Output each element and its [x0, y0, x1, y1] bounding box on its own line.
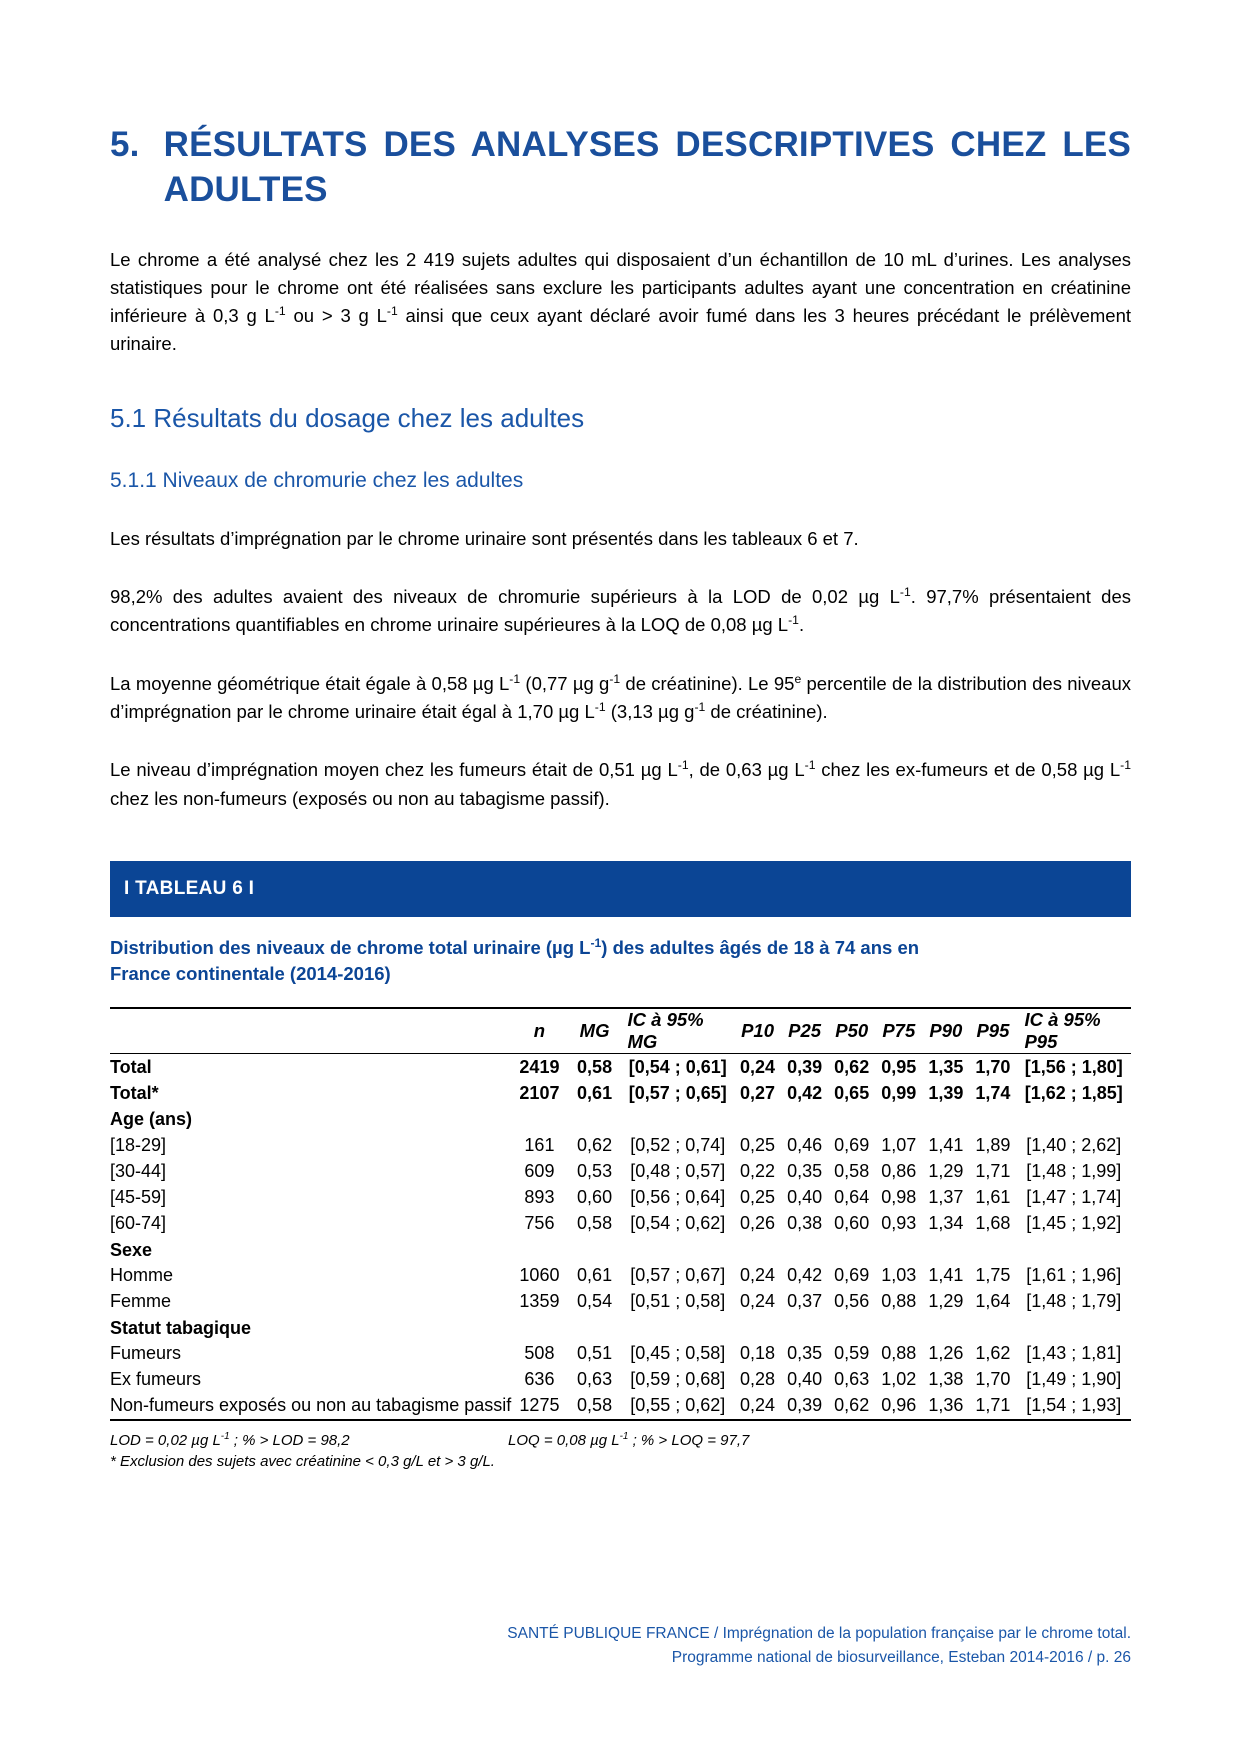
footnote-exclusion: * Exclusion des sujets avec créatinine < 0,3 g/L et > 3 g/L. — [110, 1453, 495, 1471]
table-cell-p25: 0,40 — [787, 1187, 823, 1208]
table-cell-p75: 0,88 — [881, 1343, 917, 1364]
page-title — [110, 0, 1131, 213]
table-cell-ci-p95: [1,40 ; 2,62] — [1026, 1134, 1122, 1155]
table-cell-p25: 0,37 — [787, 1291, 823, 1312]
table-cell-ci-mg: [0,51 ; 0,58] — [630, 1291, 726, 1312]
table-cell-n: 1060 — [519, 1265, 560, 1286]
table-cell-mg: 0,58 — [577, 1395, 613, 1416]
table-header-mg: MG — [579, 1020, 610, 1042]
section-heading-5-1: 5.1 Résultats du dosage chez les adultes — [110, 402, 585, 433]
paragraph-smokers: Le niveau d’imprégnation moyen chez les fumeurs était de 0,51 µg $L^{-1}$, de 0,63 µg $L^{-1}$ chez les ex-fumeurs et de 0,58 µg $L^{-1}$ chez les non-fumeurs (exposés ou non au tabagisme passif). — [110, 758, 1131, 809]
table-cell-p50: 0,62 — [834, 1395, 870, 1416]
table-cell-ci-p95: [1,49 ; 1,90] — [1026, 1369, 1122, 1390]
table-header-p95: P95 — [976, 1020, 1010, 1042]
table-cell-p90: 1,34 — [928, 1213, 964, 1234]
table-group-row — [110, 1315, 1131, 1341]
table-row-label: Total* — [110, 1082, 159, 1103]
table-cell-p75: 0,98 — [881, 1187, 917, 1208]
table-cell-p90: 1,35 — [928, 1056, 964, 1077]
footnote-loq: LOQ = 0,08 µg $L^{-1}$ ; % > LOQ = 97,7 — [508, 1430, 750, 1449]
table-row — [110, 1080, 1131, 1106]
table-cell-p90: 1,29 — [928, 1160, 964, 1181]
section-heading-5-1-1: 5.1.1 Niveaux de chromurie chez les adultes — [110, 468, 524, 492]
table-header-label — [110, 1008, 511, 1054]
table-cell-p95: 1,62 — [975, 1343, 1011, 1364]
table-banner — [110, 861, 1131, 917]
table-cell-p50: 0,69 — [834, 1265, 870, 1286]
table-row — [110, 1263, 1131, 1289]
table-group-row — [110, 1237, 1131, 1263]
table-header-p75: P75 — [882, 1020, 916, 1042]
table-row-label: [60-74] — [110, 1213, 167, 1234]
table-row-label: Ex fumeurs — [110, 1369, 202, 1390]
table-cell-ci-p95: [1,43 ; 1,81] — [1026, 1343, 1122, 1364]
table-cell-p75: 0,96 — [881, 1395, 917, 1416]
table-cell-p25: 0,39 — [787, 1395, 823, 1416]
table-cell-p50: 0,69 — [834, 1134, 870, 1155]
table-group-label: Age (ans) — [110, 1109, 193, 1130]
table-cell-p10: 0,24 — [740, 1395, 776, 1416]
table-row — [110, 1393, 1131, 1420]
table-header-p10: P10 — [741, 1020, 774, 1042]
table-header-p90: P90 — [929, 1020, 963, 1042]
intro-paragraph: Le chrome a été analysé chez les 2 419 sujets adultes qui disposaient d’un échantillon de 10 mL d’urines. Les analyses statistiques pour le chrome ont été réalisées sans exclure les participants adultes ayant une concentration en créatinine inférieure à 0,3 g $L^{-1}$ ou > 3 g $L^{-1}$ ainsi que ceux ayant déclaré avoir fumé dans les 3 heures précédant le prélèvement urinaire. — [110, 248, 1131, 355]
table-cell-p50: 0,56 — [834, 1291, 870, 1312]
table-cell-p95: 1,89 — [975, 1134, 1011, 1155]
table-cell-n: 1275 — [519, 1395, 560, 1416]
table-cell-mg: 0,60 — [577, 1187, 613, 1208]
table-cell-ci-p95: [1,56 ; 1,80] — [1024, 1056, 1123, 1077]
table-cell-p50: 0,59 — [834, 1343, 870, 1364]
table-cell-ci-mg: [0,56 ; 0,64] — [630, 1187, 726, 1208]
table-cell-p10: 0,18 — [740, 1343, 776, 1364]
table-cell-p25: 0,42 — [787, 1265, 823, 1286]
table-cell-ci-p95: [1,48 ; 1,99] — [1026, 1160, 1122, 1181]
table-row — [110, 1367, 1131, 1393]
page-footer-line1: SANTÉ PUBLIQUE FRANCE / Imprégnation de la population française par le chrome total. — [507, 1624, 1131, 1642]
table-caption-exponent: -1 — [590, 935, 602, 950]
table-row — [110, 1289, 1131, 1315]
table-cell-mg: 0,53 — [577, 1160, 613, 1181]
table-cell-p75: 1,07 — [881, 1134, 917, 1155]
table-header-p25: P25 — [788, 1020, 822, 1042]
table-cell-p25: 0,39 — [787, 1056, 823, 1077]
table-banner-label: I TABLEAU 6 I — [124, 877, 255, 899]
table-cell-p10: 0,22 — [740, 1160, 776, 1181]
table-cell-p90: 1,39 — [928, 1082, 964, 1103]
table-cell-ci-p95: [1,45 ; 1,92] — [1026, 1213, 1122, 1234]
table-row-label: [45-59] — [110, 1187, 167, 1208]
paragraph-geometric-mean: La moyenne géométrique était égale à 0,58 µg $L^{-1}$ (0,77 µg $g^{-1}$ de créatinine). Le 95e percentile de la distribution des niveaux d’imprégnation par le chrome urinaire était égal à 1,70 µg $L^{-1}$ (3,13 µg $g^{-1}$ de créatinine). — [110, 671, 1131, 722]
table-cell-p90: 1,36 — [928, 1395, 964, 1416]
table-caption-line2: France continentale (2014-2016) — [110, 963, 391, 985]
table-header-ci-mg: IC à 95% MG — [627, 1009, 704, 1053]
table-row — [110, 1132, 1131, 1158]
table-cell-mg: 0,51 — [577, 1343, 613, 1364]
table-cell-n: 161 — [524, 1134, 555, 1155]
page-footer-line2: Programme national de biosurveillance, Esteban 2014-2016 / p. 26 — [671, 1648, 1131, 1666]
table-cell-p90: 1,26 — [928, 1343, 964, 1364]
table-row — [110, 1211, 1131, 1237]
table-cell-ci-mg: [0,57 ; 0,67] — [630, 1265, 726, 1286]
table-cell-p10: 0,25 — [740, 1187, 776, 1208]
table-header-n: n — [533, 1020, 546, 1042]
table-cell-mg: 0,62 — [577, 1134, 613, 1155]
table-cell-ci-mg: [0,57 ; 0,65] — [628, 1082, 727, 1103]
table-cell-p95: 1,71 — [975, 1395, 1011, 1416]
table-cell-p50: 0,63 — [834, 1369, 870, 1390]
table-row-label: Fumeurs — [110, 1343, 182, 1364]
table-cell-p75: 1,02 — [881, 1369, 917, 1390]
paragraph-tableaux: Les résultats d’imprégnation par le chrome urinaire sont présentés dans les tableaux 6 et 7. — [110, 527, 859, 549]
table-cell-p10: 0,27 — [740, 1082, 776, 1103]
table-cell-p10: 0,25 — [740, 1134, 776, 1155]
table-cell-ci-mg: [0,54 ; 0,61] — [628, 1056, 727, 1077]
table-row-label: Total — [110, 1056, 152, 1077]
table-caption — [110, 935, 1131, 988]
table-cell-p95: 1,71 — [975, 1160, 1011, 1181]
table-cell-ci-p95: [1,48 ; 1,79] — [1026, 1291, 1122, 1312]
table-cell-p10: 0,26 — [740, 1213, 776, 1234]
table-cell-p75: 0,86 — [881, 1160, 917, 1181]
table-cell-p50: 0,64 — [834, 1187, 870, 1208]
table-cell-n: 756 — [524, 1213, 555, 1234]
table-row — [110, 1185, 1131, 1211]
table-footnotes — [110, 1430, 1131, 1473]
table-row-label: Homme — [110, 1265, 174, 1286]
table-row-label: Non-fumeurs exposés ou non au tabagisme passif — [110, 1395, 512, 1416]
table-cell-p95: 1,68 — [975, 1213, 1011, 1234]
table-cell-mg: 0,61 — [577, 1082, 613, 1103]
table-row-label: Femme — [110, 1291, 172, 1312]
table-cell-mg: 0,61 — [577, 1265, 613, 1286]
table-caption-line1-pre: Distribution des niveaux de chrome total urinaire (µg L — [110, 936, 591, 958]
table-cell-p25: 0,46 — [787, 1134, 823, 1155]
footnote-lod: LOD = 0,02 µg $L^{-1}$ ; % > LOD = 98,2 — [110, 1430, 350, 1449]
table-cell-p25: 0,42 — [787, 1082, 823, 1103]
table-cell-n: 2107 — [519, 1082, 560, 1103]
table-cell-p75: 0,95 — [881, 1056, 917, 1077]
table-cell-p90: 1,41 — [928, 1134, 964, 1155]
table-group-row — [110, 1106, 1131, 1132]
table-cell-p50: 0,62 — [834, 1056, 870, 1077]
table-cell-p90: 1,41 — [928, 1265, 964, 1286]
table-cell-p50: 0,65 — [834, 1082, 870, 1103]
table-cell-p95: 1,74 — [975, 1082, 1011, 1103]
table-cell-ci-mg: [0,52 ; 0,74] — [630, 1134, 726, 1155]
table-cell-p75: 1,03 — [881, 1265, 917, 1286]
table-cell-p10: 0,24 — [740, 1265, 776, 1286]
table-row — [110, 1054, 1131, 1081]
table-cell-p95: 1,70 — [975, 1369, 1011, 1390]
table-cell-n: 636 — [524, 1369, 555, 1390]
page-title-text: RÉSULTATS DES ANALYSES DESCRIPTIVES CHEZ LES ADULTES — [163, 125, 1131, 209]
table-cell-p25: 0,38 — [787, 1213, 823, 1234]
table-cell-mg: 0,58 — [577, 1056, 613, 1077]
table-cell-ci-p95: [1,47 ; 1,74] — [1026, 1187, 1122, 1208]
table-cell-p25: 0,35 — [787, 1343, 823, 1364]
table-row — [110, 1158, 1131, 1184]
table-header-row — [110, 1008, 1131, 1054]
table-header-p50: P50 — [835, 1020, 869, 1042]
table-group-label: Statut tabagique — [110, 1317, 252, 1338]
table-cell-p50: 0,58 — [834, 1160, 870, 1181]
table-cell-n: 893 — [524, 1187, 555, 1208]
table-cell-p10: 0,24 — [740, 1291, 776, 1312]
table-cell-ci-mg: [0,45 ; 0,58] — [630, 1343, 726, 1364]
table-cell-p95: 1,61 — [975, 1187, 1011, 1208]
table-row-label: [30-44] — [110, 1160, 167, 1181]
table-cell-p90: 1,29 — [928, 1291, 964, 1312]
table-cell-ci-mg: [0,48 ; 0,57] — [630, 1160, 726, 1181]
table-caption-line1-post: ) des adultes âgés de 18 à 74 ans en — [601, 936, 920, 958]
table-cell-p10: 0,24 — [740, 1056, 776, 1077]
table-cell-p95: 1,75 — [975, 1265, 1011, 1286]
paragraph-lod-loq: 98,2% des adultes avaient des niveaux de chromurie supérieurs à la LOD de 0,02 µg $L^{-1}$. 97,7% présentaient des concentrations quantifiables en chrome urinaire supérieures à la LOQ de 0,08 µg $L^{-1}$. — [110, 584, 1131, 636]
table-cell-ci-mg: [0,54 ; 0,62] — [630, 1213, 726, 1234]
table-cell-p75: 0,88 — [881, 1291, 917, 1312]
table-cell-p95: 1,64 — [975, 1291, 1011, 1312]
table-header-ci-p95: IC à 95% P95 — [1024, 1009, 1101, 1053]
table-cell-mg: 0,63 — [577, 1369, 613, 1390]
page-title-number: 5. — [110, 125, 140, 164]
table-cell-p90: 1,37 — [928, 1187, 964, 1208]
table-cell-p10: 0,28 — [740, 1369, 776, 1390]
table-cell-p50: 0,60 — [834, 1213, 870, 1234]
table-cell-mg: 0,58 — [577, 1213, 613, 1234]
table-cell-ci-mg: [0,55 ; 0,62] — [630, 1395, 726, 1416]
table-cell-p25: 0,35 — [787, 1160, 823, 1181]
table-cell-n: 508 — [524, 1343, 555, 1364]
table-group-label: Sexe — [110, 1239, 153, 1260]
table-cell-n: 1359 — [519, 1291, 560, 1312]
table-cell-p75: 0,99 — [881, 1082, 917, 1103]
table-row-label: [18-29] — [110, 1134, 167, 1155]
table-cell-ci-p95: [1,61 ; 1,96] — [1026, 1265, 1122, 1286]
table-cell-ci-p95: [1,62 ; 1,85] — [1024, 1082, 1123, 1103]
table-cell-n: 609 — [524, 1160, 555, 1181]
table-body — [110, 1054, 1131, 1420]
table-cell-p95: 1,70 — [975, 1056, 1011, 1077]
table-cell-mg: 0,54 — [577, 1291, 613, 1312]
table-cell-ci-mg: [0,59 ; 0,68] — [630, 1369, 726, 1390]
table-cell-ci-p95: [1,54 ; 1,93] — [1026, 1395, 1122, 1416]
table-cell-n: 2419 — [519, 1056, 560, 1077]
table-cell-p75: 0,93 — [881, 1213, 917, 1234]
distribution-table — [110, 1007, 1131, 1420]
table-cell-p25: 0,40 — [787, 1369, 823, 1390]
table-row — [110, 1341, 1131, 1367]
page-footer — [110, 1622, 1131, 1670]
table-cell-p90: 1,38 — [928, 1369, 964, 1390]
